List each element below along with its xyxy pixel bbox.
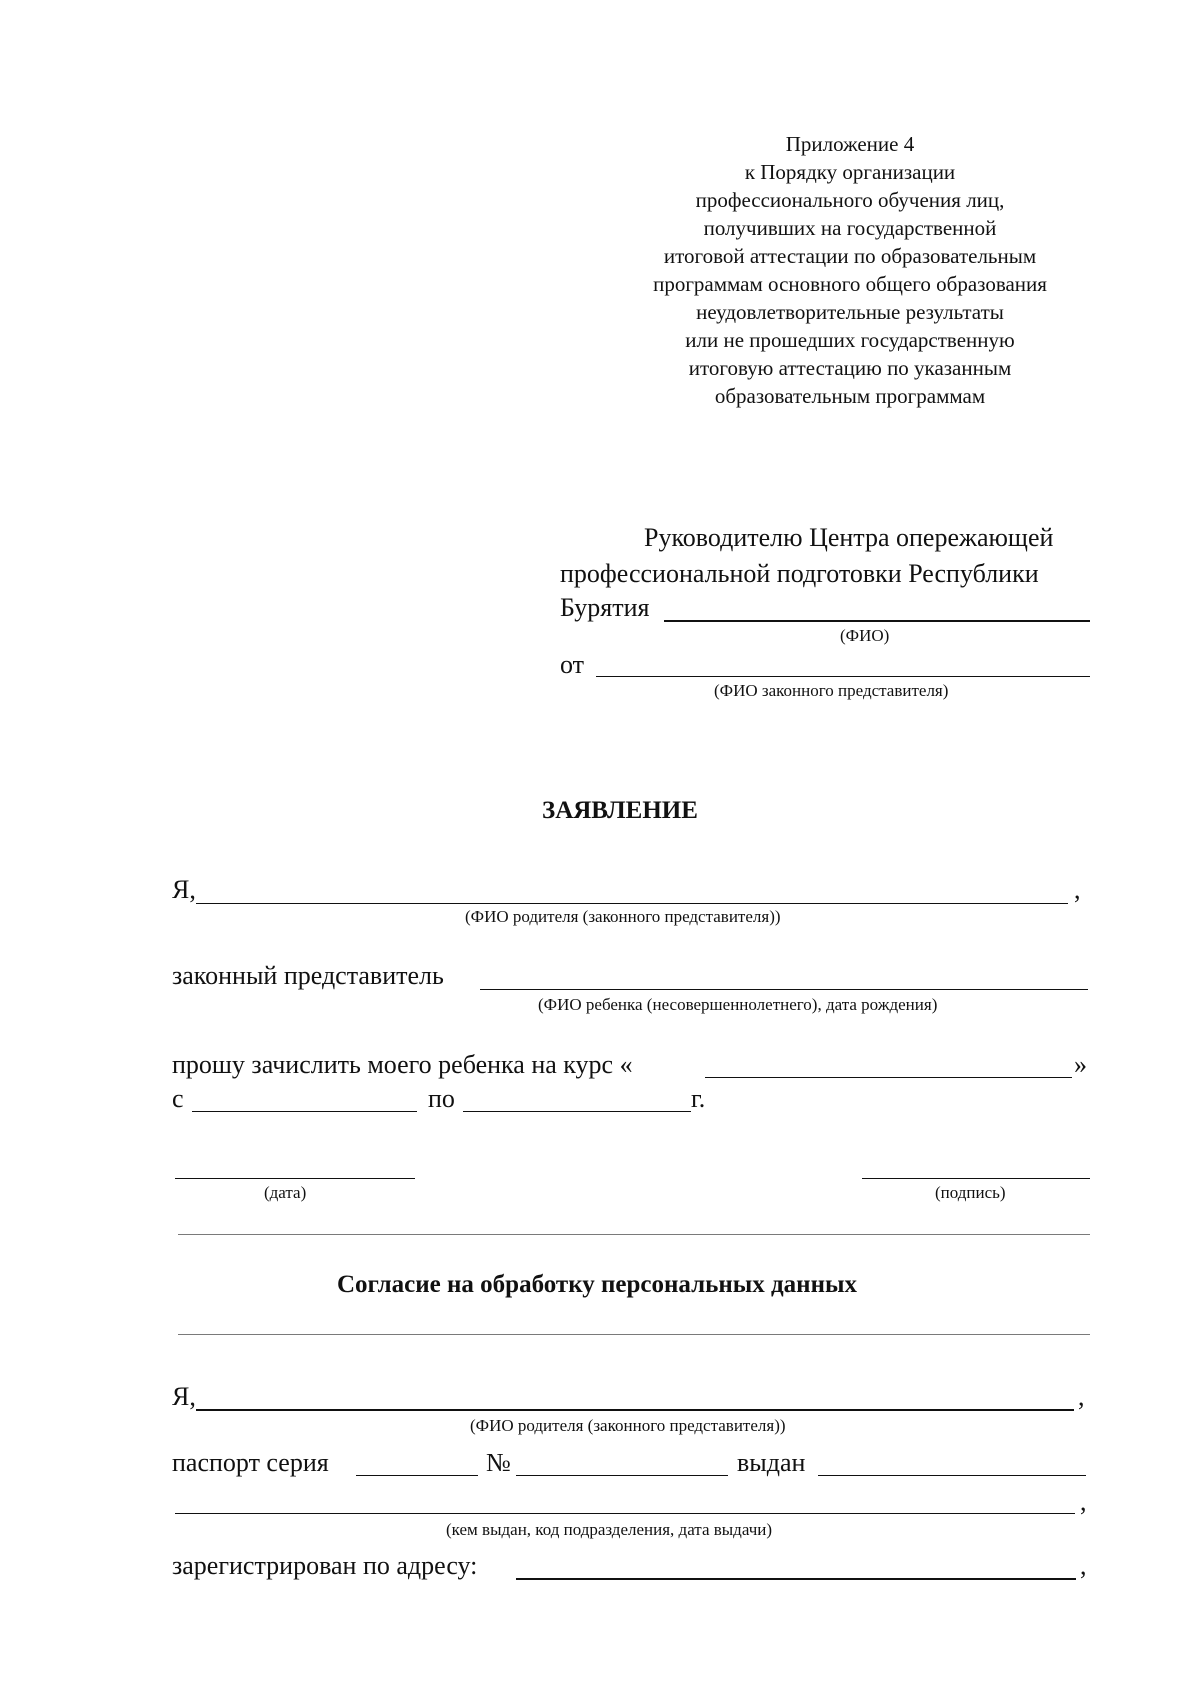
director-fio-caption: (ФИО)	[840, 626, 890, 645]
appendix-line: неудовлетворительные результаты	[696, 300, 1004, 324]
application-i-label: Я,	[172, 875, 196, 904]
issued-label: выдан	[737, 1448, 806, 1477]
appendix-header	[580, 130, 1120, 410]
issued-caption: (кем выдан, код подразделения, дата выдачи)	[446, 1520, 773, 1539]
appendix-line: к Порядку организации	[744, 160, 956, 184]
passport-number-field[interactable]	[516, 1475, 728, 1476]
quote-close: »	[1074, 1050, 1087, 1079]
consent-parent-caption: (ФИО родителя (законного представителя))	[470, 1416, 786, 1435]
addressee-line-1: Руководителю Центра опережающей	[644, 523, 1054, 552]
issued-field-2[interactable]	[175, 1513, 1075, 1514]
appendix-line: профессионального обучения лиц,	[695, 188, 1005, 212]
legal-rep-label: законный представитель	[172, 961, 444, 990]
appendix-line: итоговой аттестации по образовательным	[663, 244, 1037, 268]
passport-series-label: паспорт серия	[172, 1448, 329, 1477]
appendix-line: итоговую аттестацию по указанным	[688, 356, 1012, 380]
passport-number-label: №	[486, 1448, 511, 1477]
parent-name-field[interactable]	[196, 903, 1068, 904]
date-caption: (дата)	[264, 1183, 307, 1202]
address-label: зарегистрирован по адресу:	[172, 1551, 478, 1580]
appendix-line: образовательным программам	[714, 384, 986, 408]
application-title: ЗАЯВЛЕНИЕ	[542, 797, 698, 824]
addressee-line-2: профессиональной подготовки Республики	[560, 559, 1039, 588]
signature-field[interactable]	[862, 1178, 1090, 1179]
address-field[interactable]	[516, 1578, 1076, 1580]
course-name-field[interactable]	[705, 1077, 1072, 1078]
request-text: прошу зачислить моего ребенка на курс «	[172, 1050, 633, 1079]
consent-i-label: Я,	[172, 1382, 196, 1411]
passport-series-field[interactable]	[356, 1475, 478, 1476]
to-date-field[interactable]	[463, 1111, 691, 1112]
address-comma: ,	[1080, 1551, 1087, 1580]
from-label: от	[560, 650, 585, 679]
appendix-line: программам основного общего образования	[653, 272, 1047, 296]
appendix-line: получивших на государственной	[703, 216, 997, 240]
from-date-field[interactable]	[192, 1111, 417, 1112]
director-name-field[interactable]	[664, 620, 1090, 622]
year-suffix: г.	[691, 1084, 706, 1113]
section-divider	[178, 1234, 1090, 1235]
consent-parent-name-field[interactable]	[196, 1409, 1074, 1411]
signature-caption: (подпись)	[935, 1183, 1006, 1202]
date-field[interactable]	[175, 1178, 415, 1179]
representative-fio-caption: (ФИО законного представителя)	[714, 681, 949, 700]
parent-fio-caption: (ФИО родителя (законного представителя))	[465, 907, 781, 926]
child-name-field[interactable]	[480, 989, 1088, 990]
consent-comma: ,	[1078, 1382, 1085, 1411]
appendix-line: Приложение 4	[785, 132, 915, 156]
issued-comma: ,	[1080, 1487, 1087, 1516]
consent-title: Согласие на обработку персональных данных	[337, 1271, 858, 1298]
consent-title-underline	[178, 1334, 1090, 1335]
child-fio-caption: (ФИО ребенка (несовершеннолетнего), дата рождения)	[538, 995, 938, 1014]
application-comma: ,	[1074, 875, 1081, 904]
appendix-line: или не прошедших государственную	[685, 328, 1015, 352]
to-date-label: по	[428, 1084, 455, 1113]
from-date-label: с	[172, 1084, 184, 1113]
representative-name-field[interactable]	[596, 676, 1090, 677]
issued-field-1[interactable]	[818, 1475, 1086, 1476]
addressee-line-3: Бурятия	[560, 593, 650, 622]
